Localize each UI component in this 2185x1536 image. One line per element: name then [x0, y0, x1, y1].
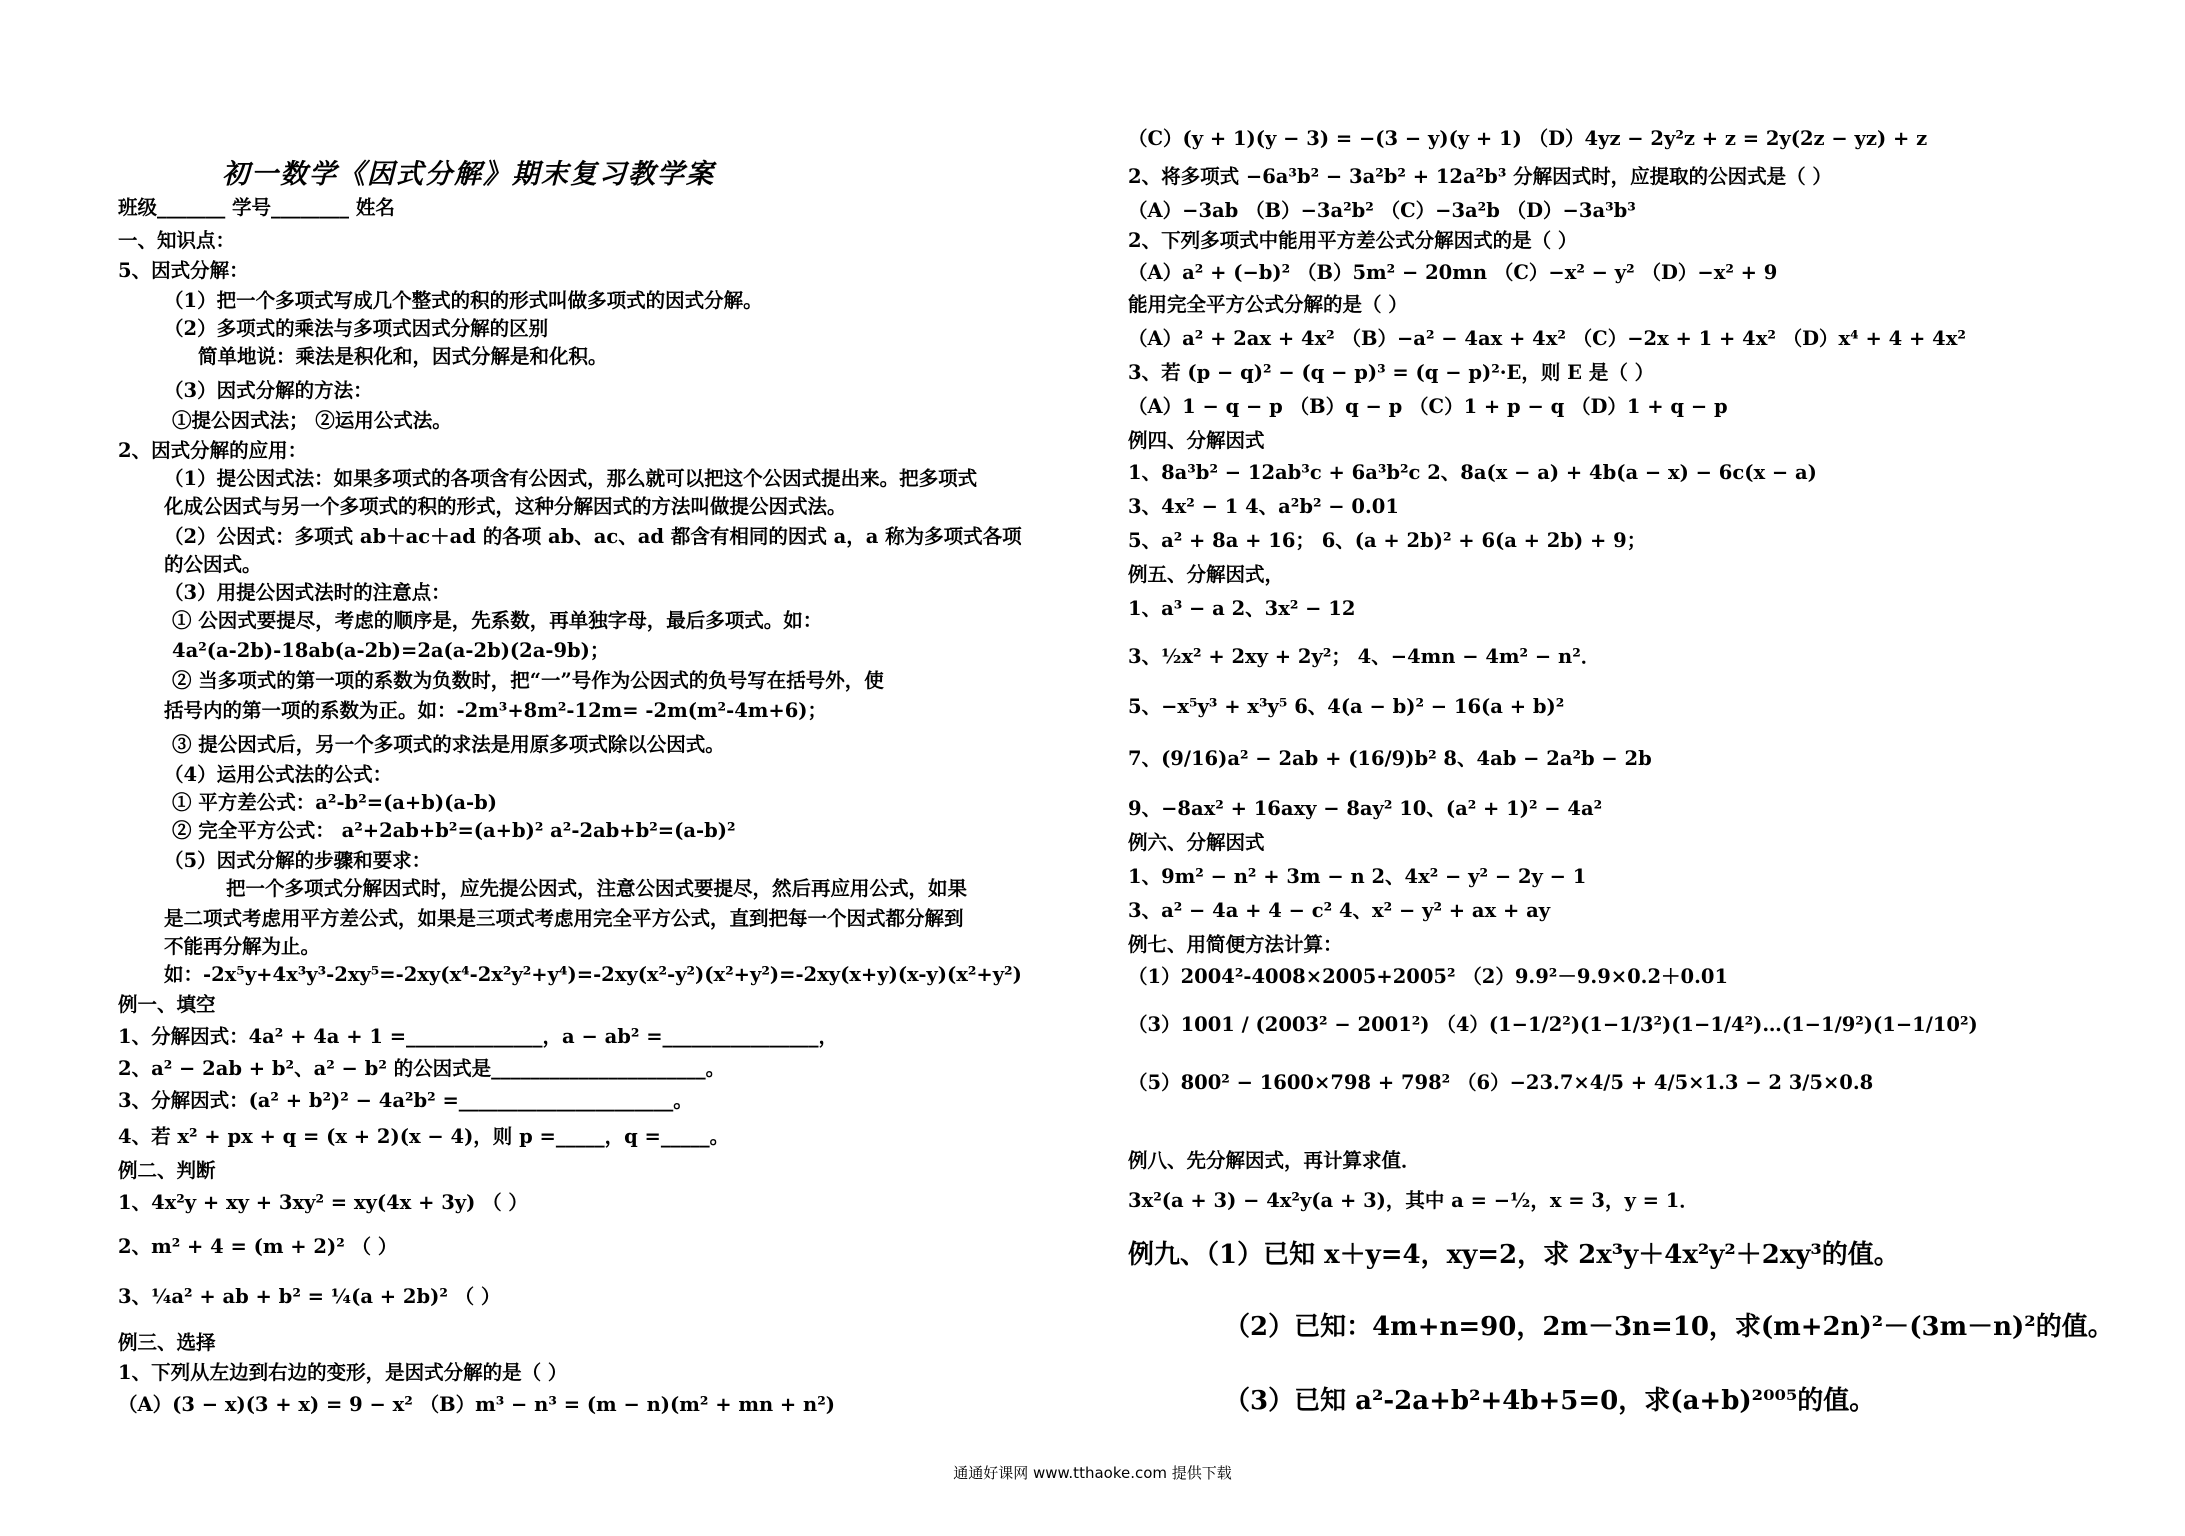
right-line: 3、a² − 4a + 4 − c² 4、x² − y² + ax + ay — [1128, 899, 1551, 922]
right-line: 3、4x² − 1 4、a²b² − 0.01 — [1128, 495, 1399, 518]
left-line: （3）因式分解的方法： — [164, 379, 373, 402]
right-line: 7、(9/16)a² − 2ab + (16/9)b² 8、4ab − 2a²b − 2b — [1128, 747, 1652, 770]
left-line: 不能再分解为止。 — [164, 935, 321, 958]
right-line: 2、将多项式 −6a³b² − 3a²b² + 12a²b³ 分解因式时，应提取的公因式是（ ） — [1128, 165, 1832, 188]
right-line: （A）a² + (−b)² （B）5m² − 20mn （C）−x² − y² （D）−x² + 9 — [1128, 261, 1778, 284]
left-line: 1、4x²y + xy + 3xy² = xy(4x + 3y) （ ） — [118, 1191, 528, 1214]
left-line: 3、分解因式：(a² + b²)² − 4a²b² =______________________。 — [118, 1089, 693, 1112]
right-line: 3、½x² + 2xy + 2y²； 4、−4mn − 4m² − n²． — [1128, 645, 1601, 668]
right-line: 1、a³ − a 2、3x² − 12 — [1128, 597, 1356, 620]
left-line: 4a²(a-2b)-18ab(a-2b)=2a(a-2b)(2a-9b)； — [172, 639, 610, 662]
left-line: 班级_______ 学号________ 姓名 — [118, 196, 395, 219]
right-line: 例八、先分解因式，再计算求值． — [1128, 1149, 1421, 1172]
left-line: 1、分解因式：4a² + 4a + 1 =______________，a − ab² =________________， — [118, 1025, 839, 1048]
left-line: （5）因式分解的步骤和要求： — [164, 849, 432, 872]
right-line: 例六、分解因式 — [1128, 831, 1265, 854]
right-line: （3）1001 / (2003² − 2001²) （4）(1−1/2²)(1−1/3²)(1−1/4²)…(1−1/9²)(1−1/10²) — [1128, 1013, 1978, 1036]
right-line: （C）(y + 1)(y − 3) = −(3 − y)(y + 1) （D）4yz − 2y²z + z = 2y(2z − yz) + z — [1128, 127, 1928, 150]
left-line: ② 当多项式的第一项的系数为负数时，把“一”号作为公因式的负号写在括号外，使 — [172, 669, 884, 692]
left-line: （3）用提公因式法时的注意点： — [164, 581, 451, 604]
right-line: （A）a² + 2ax + 4x² （B）−a² − 4ax + 4x² （C）−2x + 1 + 4x² （D）x⁴ + 4 + 4x² — [1128, 327, 1966, 350]
right-line: 3、若 (p − q)² − (q − p)³ = (q − p)²·E，则 E 是（ ） — [1128, 361, 1655, 384]
right-line: 3x²(a + 3) − 4x²y(a + 3)，其中 a = −½，x = 3，y = 1． — [1128, 1189, 1699, 1212]
right-line: （A）−3ab （B）−3a²b² （C）−3a²b （D）−3a³b³ — [1128, 199, 1636, 222]
footer-credit: 通通好课网 www.tthaoke.com 提供下载 — [953, 1464, 1232, 1482]
left-line: ② 完全平方公式： a²+2ab+b²=(a+b)² a²-2ab+b²=(a-b)² — [172, 819, 736, 842]
right-line: （1）2004²-4008×2005+2005² （2）9.9²－9.9×0.2＋0.01 — [1128, 965, 1729, 988]
right-line: 1、9m² − n² + 3m − n 2、4x² − y² − 2y − 1 — [1128, 865, 1587, 888]
left-line: ① 公因式要提尽，考虑的顺序是，先系数，再单独字母，最后多项式。如： — [172, 609, 823, 632]
left-line: 3、¼a² + ab + b² = ¼(a + 2b)² （ ） — [118, 1285, 501, 1308]
right-line: （5）800² − 1600×798 + 798² （6）−23.7×4/5 + 4/5×1.3 − 2 3/5×0.8 — [1128, 1071, 1874, 1094]
left-line: 5、因式分解： — [118, 259, 249, 282]
page-title: 初一数学《因式分解》期末复习教学案 — [222, 159, 715, 190]
right-line: 2、下列多项式中能用平方差公式分解因式的是（ ） — [1128, 229, 1578, 252]
right-line: 9、−8ax² + 16axy − 8ay² 10、(a² + 1)² − 4a² — [1128, 797, 1603, 820]
left-line: ① 平方差公式：a²-b²=(a+b)(a-b) — [172, 791, 497, 814]
left-line: 化成公因式与另一个多项式的积的形式，这种分解因式的方法叫做提公因式法。 — [164, 495, 847, 518]
left-line: 的公因式。 — [164, 553, 262, 576]
left-line: 是二项式考虑用平方差公式，如果是三项式考虑用完全平方公式，直到把每一个因式都分解到 — [164, 907, 964, 930]
ex9-line: （3）已知 a²-2a+b²+4b+5=0，求(a+b)²⁰⁰⁵的值。 — [1224, 1386, 1876, 1416]
left-line: 2、m² + 4 = (m + 2)² （ ） — [118, 1235, 398, 1258]
left-line: 括号内的第一项的系数为正。如：-2m³+8m²-12m= -2m(m²-4m+6)； — [164, 699, 828, 722]
left-line: （1）提公因式法：如果多项式的各项含有公因式，那么就可以把这个公因式提出来。把多项式 — [164, 467, 978, 490]
right-line: 能用完全平方公式分解的是（ ） — [1128, 293, 1408, 316]
left-line: 4、若 x² + px + q = (x + 2)(x − 4)，则 p =_____，q =_____。 — [118, 1125, 730, 1148]
left-line: 一、知识点： — [118, 229, 236, 252]
left-line: 2、a² − 2ab + b²、a² − b² 的公因式是______________________。 — [118, 1057, 726, 1080]
right-line: 5、−x⁵y³ + x³y⁵ 6、4(a − b)² − 16(a + b)² — [1128, 695, 1565, 718]
left-line: ①提公因式法； ②运用公式法。 — [172, 409, 452, 432]
left-line: ③ 提公因式后，另一个多项式的求法是用原多项式除以公因式。 — [172, 733, 725, 756]
left-line: 2、因式分解的应用： — [118, 439, 308, 462]
right-line: 1、8a³b² − 12ab³c + 6a³b²c 2、8a(x − a) + 4b(a − x) − 6c(x − a) — [1128, 461, 1817, 484]
left-line: （2）多项式的乘法与多项式因式分解的区别 — [164, 317, 549, 340]
ex9-line: （2）已知：4m+n=90，2m－3n=10，求(m+2n)²－(3m－n)²的值。 — [1224, 1312, 2114, 1342]
left-line: 简单地说：乘法是积化和，因式分解是和化积。 — [198, 345, 608, 368]
right-line: 例四、分解因式 — [1128, 429, 1265, 452]
left-line: 把一个多项式分解因式时，应先提公因式，注意公因式要提尽，然后再应用公式，如果 — [226, 877, 968, 900]
left-line: （4）运用公式法的公式： — [164, 763, 393, 786]
right-line: 例七、用简便方法计算： — [1128, 933, 1343, 956]
ex9-line: 例九、（1）已知 x＋y=4，xy=2，求 2x³y＋4x²y²＋2xy³的值。 — [1128, 1240, 1900, 1270]
left-line: 如：-2x⁵y+4x³y³-2xy⁵=-2xy(x⁴-2x²y²+y⁴)=-2xy(x²-y²)(x²+y²)=-2xy(x+y)(x-y)(x²+y²) — [164, 963, 1022, 986]
left-line: 例三、选择 — [118, 1331, 216, 1354]
left-line: （2）公因式：多项式 ab＋ac＋ad 的各项 ab、ac、ad 都含有相同的因式 a，a 称为多项式各项 — [164, 525, 1022, 548]
left-line: 例二、判断 — [118, 1159, 216, 1182]
right-line: 5、a² + 8a + 16； 6、(a + 2b)² + 6(a + 2b) + 9； — [1128, 529, 1647, 552]
left-line: 例一、填空 — [118, 993, 216, 1016]
left-line: （1）把一个多项式写成几个整式的积的形式叫做多项式的因式分解。 — [164, 289, 763, 312]
right-line: 例五、分解因式， — [1128, 563, 1285, 586]
right-line: （A）1 − q − p （B）q − p （C）1 + p − q （D）1 + q − p — [1128, 395, 1728, 418]
left-line: 1、下列从左边到右边的变形，是因式分解的是（ ） — [118, 1361, 568, 1384]
left-line: （A）(3 − x)(3 + x) = 9 − x² （B）m³ − n³ = (m − n)(m² + mn + n²) — [118, 1393, 835, 1416]
